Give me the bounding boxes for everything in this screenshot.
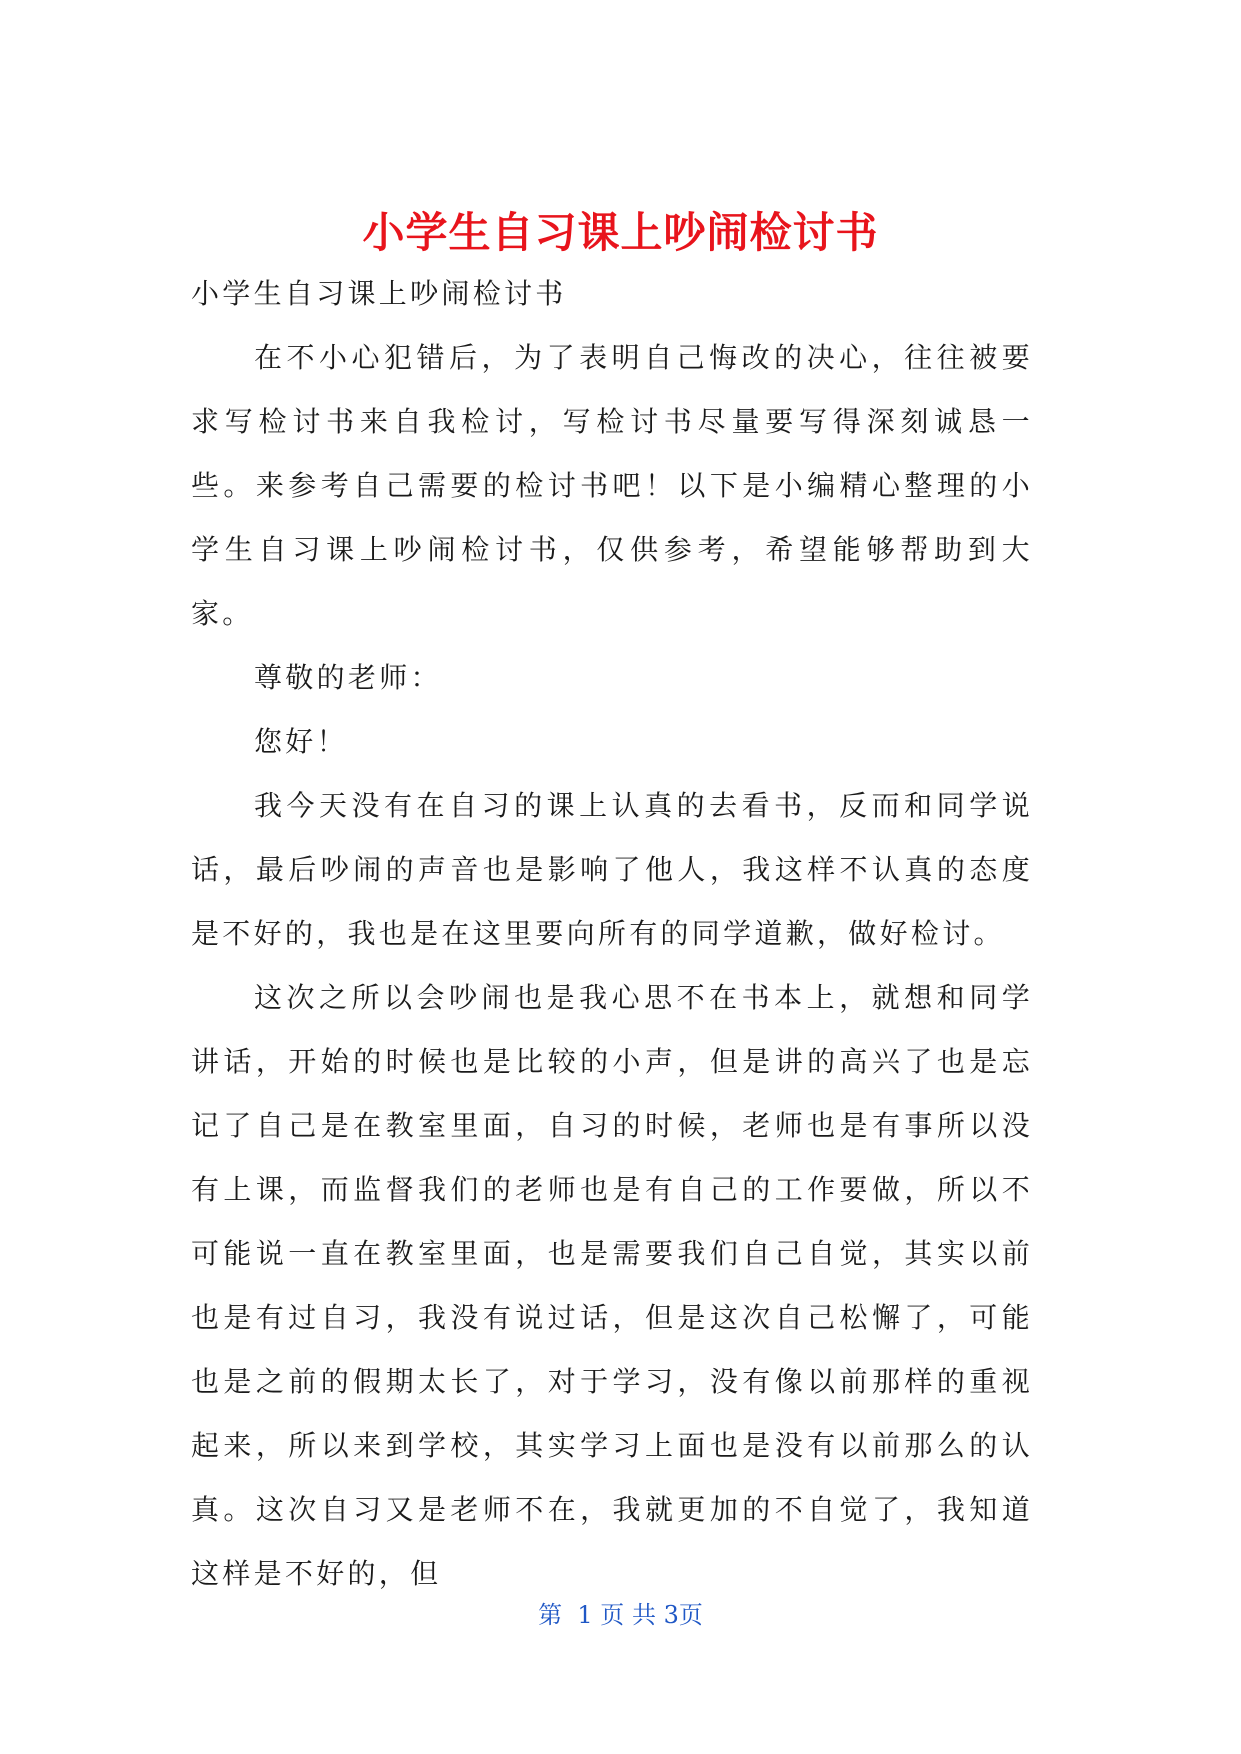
body-paragraph: 这次之所以会吵闹也是我心思不在书本上，就想和同学讲话，开始的时候也是比较的小声，但是讲的高兴了也是忘记了自己是在教室里面，自习的时候，老师也是有事所以没有上课，而监督我们的老师也是有自己的工作要做，所以不可能说一直在教室里面，也是需要我们自己自觉，其实以前也是有过自习，我没有说过话，但是这次自己松懈了，可能也是之前的假期太长了，对于学习，没有像以前那样的重视起来，所以来到学校，其实学习上面也是没有以前那么的认真。这次自习又是老师不在，我就更加的不自觉了，我知道这样是不好的，但 [191, 981, 1033, 1590]
page-number-footer: 第 1 页 共 3页 [538, 1601, 703, 1629]
intro-paragraph: 在不小心犯错后，为了表明自己悔改的决心，往往被要求写检讨书来自我检讨，写检讨书尽量要写得深刻诚恳一些。来参考自己需要的检讨书吧！以下是小编精心整理的小学生自习课上吵闹检讨书，仅供参考，希望能够帮助到大家。 [191, 341, 1033, 630]
greeting: 您好！ [254, 725, 348, 758]
document-title: 小学生自习课上吵闹检讨书 [362, 208, 879, 257]
salutation: 尊敬的老师： [254, 661, 442, 694]
document-subtitle: 小学生自习课上吵闹检讨书 [191, 277, 567, 310]
body-paragraph: 我今天没有在自习的课上认真的去看书，反而和同学说话，最后吵闹的声音也是影响了他人，我这样不认真的态度是不好的，我也是在这里要向所有的同学道歉，做好检讨。 [191, 789, 1033, 950]
document-body [191, 262, 1033, 1606]
